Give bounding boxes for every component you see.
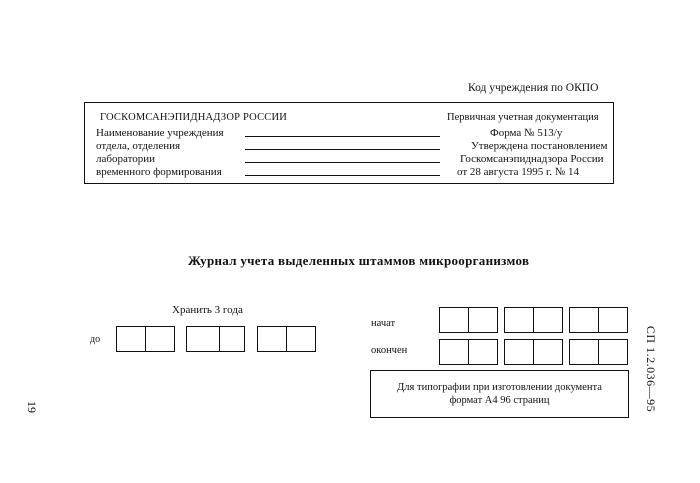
date-cell[interactable] xyxy=(505,308,534,332)
field-label-institution: Наименование учреждения xyxy=(96,127,224,139)
form-approved: Утверждена постановлением xyxy=(471,140,608,152)
date-cell[interactable] xyxy=(287,327,315,351)
field-label-department: отдела, отделения xyxy=(96,140,181,152)
printing-note-line2: формат А4 96 страниц xyxy=(449,395,550,406)
started-label: начат xyxy=(371,318,396,329)
journal-title: Журнал учета выделенных штаммов микроорганизмов xyxy=(188,253,530,268)
printing-note-line1: Для типографии при изготовлении документа xyxy=(397,382,602,393)
date-cell[interactable] xyxy=(570,340,599,364)
until-day-boxes[interactable] xyxy=(116,326,175,352)
date-cell[interactable] xyxy=(599,340,627,364)
date-cell[interactable] xyxy=(469,308,497,332)
page-number: 19 xyxy=(25,401,39,413)
printing-note-box xyxy=(370,370,629,418)
form-date: от 28 августа 1995 г. № 14 xyxy=(457,166,579,178)
date-cell[interactable] xyxy=(505,340,534,364)
finished-label: окончен xyxy=(371,345,408,356)
date-cell[interactable] xyxy=(534,308,562,332)
date-cell[interactable] xyxy=(570,308,599,332)
started-day-boxes[interactable] xyxy=(439,307,498,333)
form-authority: Госкомсанэпиднадзора России xyxy=(460,153,604,165)
started-month-boxes[interactable] xyxy=(504,307,563,333)
date-cell[interactable] xyxy=(258,327,287,351)
date-cell[interactable] xyxy=(440,340,469,364)
field-line-department[interactable] xyxy=(245,149,440,150)
side-document-code: СП 1.2.036—95 xyxy=(644,325,658,413)
doc-type: Первичная учетная документация xyxy=(447,112,599,123)
finished-month-boxes[interactable] xyxy=(504,339,563,365)
finished-year-boxes[interactable] xyxy=(569,339,628,365)
date-cell[interactable] xyxy=(599,308,627,332)
date-cell[interactable] xyxy=(440,308,469,332)
field-line-institution[interactable] xyxy=(245,136,440,137)
org-name: ГОСКОМСАНЭПИДНАДЗОР РОССИИ xyxy=(100,112,288,123)
until-year-boxes[interactable] xyxy=(257,326,316,352)
date-cell[interactable] xyxy=(469,340,497,364)
field-line-laboratory[interactable] xyxy=(245,162,440,163)
started-year-boxes[interactable] xyxy=(569,307,628,333)
form-number: Форма № 513/у xyxy=(490,127,563,139)
finished-day-boxes[interactable] xyxy=(439,339,498,365)
date-cell[interactable] xyxy=(187,327,220,351)
field-line-temporary-unit[interactable] xyxy=(245,175,440,176)
field-label-laboratory: лаборатории xyxy=(96,153,156,165)
until-label: до xyxy=(90,334,101,345)
keep-label: Хранить 3 года xyxy=(172,304,243,316)
field-label-temporary-unit: временного формирования xyxy=(96,166,222,178)
okpo-label: Код учреждения по ОКПО xyxy=(468,82,599,94)
date-cell[interactable] xyxy=(534,340,562,364)
until-month-boxes[interactable] xyxy=(186,326,245,352)
date-cell[interactable] xyxy=(146,327,174,351)
date-cell[interactable] xyxy=(220,327,244,351)
date-cell[interactable] xyxy=(117,327,146,351)
